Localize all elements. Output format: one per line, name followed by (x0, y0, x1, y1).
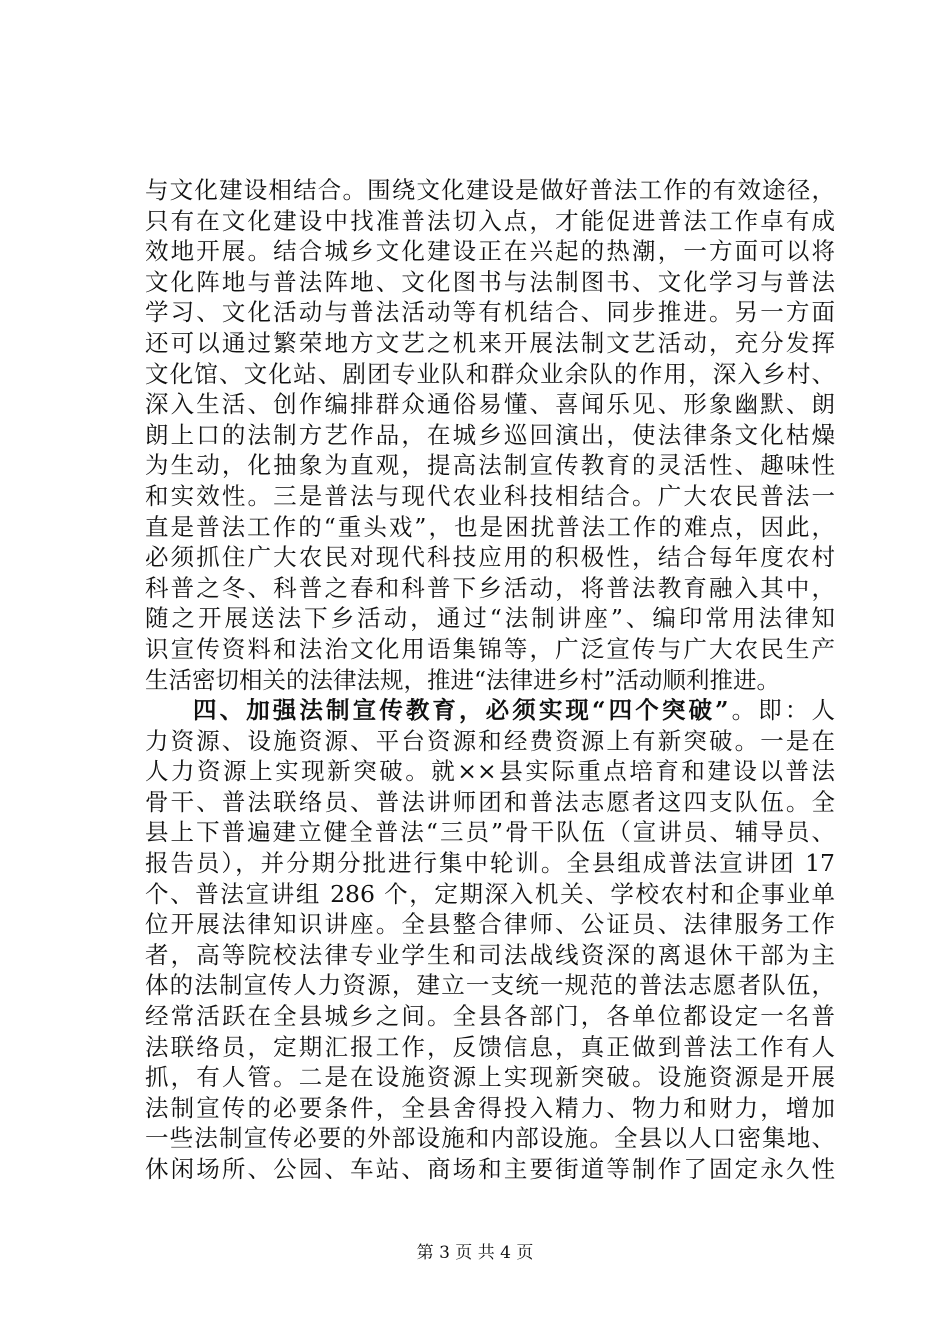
text-line: 只有在文化建设中找准普法切入点，才能促进普法工作卓有成 (145, 206, 835, 235)
paragraph-1 (145, 175, 835, 695)
text-line: 一些法制宣传必要的外部设施和内部设施。全县以人口密集地、 (145, 1124, 835, 1153)
section-heading: 四、加强法制宣传教育，必须实现“四个突破” (193, 696, 729, 725)
text-line: 力资源、设施资源、平台资源和经费资源上有新突破。一是在 (145, 726, 835, 755)
text-line: 法制宣传的必要条件，全县舍得投入精力、物力和财力，增加 (145, 1093, 835, 1122)
text-line: 识宣传资料和法治文化用语集锦等，广泛宣传与广大农民生产 (145, 634, 835, 663)
text-line: 和实效性。三是普法与现代农业科技相结合。广大农民普法一 (145, 481, 835, 510)
text-line: 学习、文化活动与普法活动等有机结合、同步推进。另一方面 (145, 298, 835, 327)
text-line: 必须抓住广大农民对现代科技应用的积极性，结合每年度农村 (145, 543, 835, 572)
text-line: 还可以通过繁荣地方文艺之机来开展法制文艺活动，充分发挥 (145, 328, 835, 357)
text-line: 直是普法工作的“重头戏”，也是困扰普法工作的难点，因此， (145, 512, 835, 541)
text-line: 文化馆、文化站、剧团专业队和群众业余队的作用，深入乡村、 (145, 359, 835, 388)
text-line: 县上下普遍建立健全普法“三员”骨干队伍（宣讲员、辅导员、 (145, 818, 835, 847)
text-line: 为生动，化抽象为直观，提高法制宣传教育的灵活性、趣味性 (145, 451, 835, 480)
text-line: 报告员），并分期分批进行集中轮训。全县组成普法宣讲团 17 (145, 849, 835, 878)
text-line: 文化阵地与普法阵地、文化图书与法制图书、文化学习与普法 (145, 267, 835, 296)
text-line: 抓，有人管。二是在设施资源上实现新突破。设施资源是开展 (145, 1063, 835, 1092)
text-line: 朗上口的法制方艺作品，在城乡巡回演出，使法律条文化枯燥 (145, 420, 835, 449)
text-line: 人力资源上实现新突破。就××县实际重点培育和建设以普法 (145, 757, 835, 786)
text-line: 生活密切相关的法律法规，推进“法律进乡村”活动顺利推进。 (145, 665, 781, 694)
text-line: 与文化建设相结合。围绕文化建设是做好普法工作的有效途径， (145, 176, 835, 204)
section-heading-line (145, 695, 835, 726)
page-footer (0, 1242, 950, 1264)
text-line: 科普之冬、科普之春和科普下乡活动，将普法教育融入其中， (145, 573, 835, 602)
paragraph-2 (145, 695, 835, 1185)
text-line: 骨干、普法联络员、普法讲师团和普法志愿者这四支队伍。全 (145, 787, 835, 816)
text-line: 位开展法律知识讲座。全县整合律师、公证员、法律服务工作 (145, 910, 835, 939)
text-line: 体的法制宣传人力资源，建立一支统一规范的普法志愿者队伍， (145, 971, 835, 1000)
text-line: 法联络员，定期汇报工作，反馈信息，真正做到普法工作有人 (145, 1032, 835, 1061)
text-line: 休闲场所、公园、车站、商场和主要街道等制作了固定永久性 (145, 1155, 835, 1183)
page-number: 第 3 页 共 4 页 (416, 1243, 534, 1263)
text-line: 随之开展送法下乡活动，通过“法制讲座”、编印常用法律知 (145, 604, 835, 633)
body-text (145, 175, 835, 1185)
text-line: 深入生活、创作编排群众通俗易懂、喜闻乐见、形象幽默、朗 (145, 390, 835, 419)
text-line: 者，高等院校法律专业学生和司法战线资深的离退休干部为主 (145, 940, 835, 969)
text-line: 效地开展。结合城乡文化建设正在兴起的热潮，一方面可以将 (145, 237, 835, 266)
text-line: 个、普法宣讲组 286 个，定期深入机关、学校农村和企事业单 (145, 879, 835, 908)
heading-tail-text: 。即：人 (728, 696, 835, 725)
text-line: 经常活跃在全县城乡之间。全县各部门，各单位都设定一名普 (145, 1002, 835, 1031)
